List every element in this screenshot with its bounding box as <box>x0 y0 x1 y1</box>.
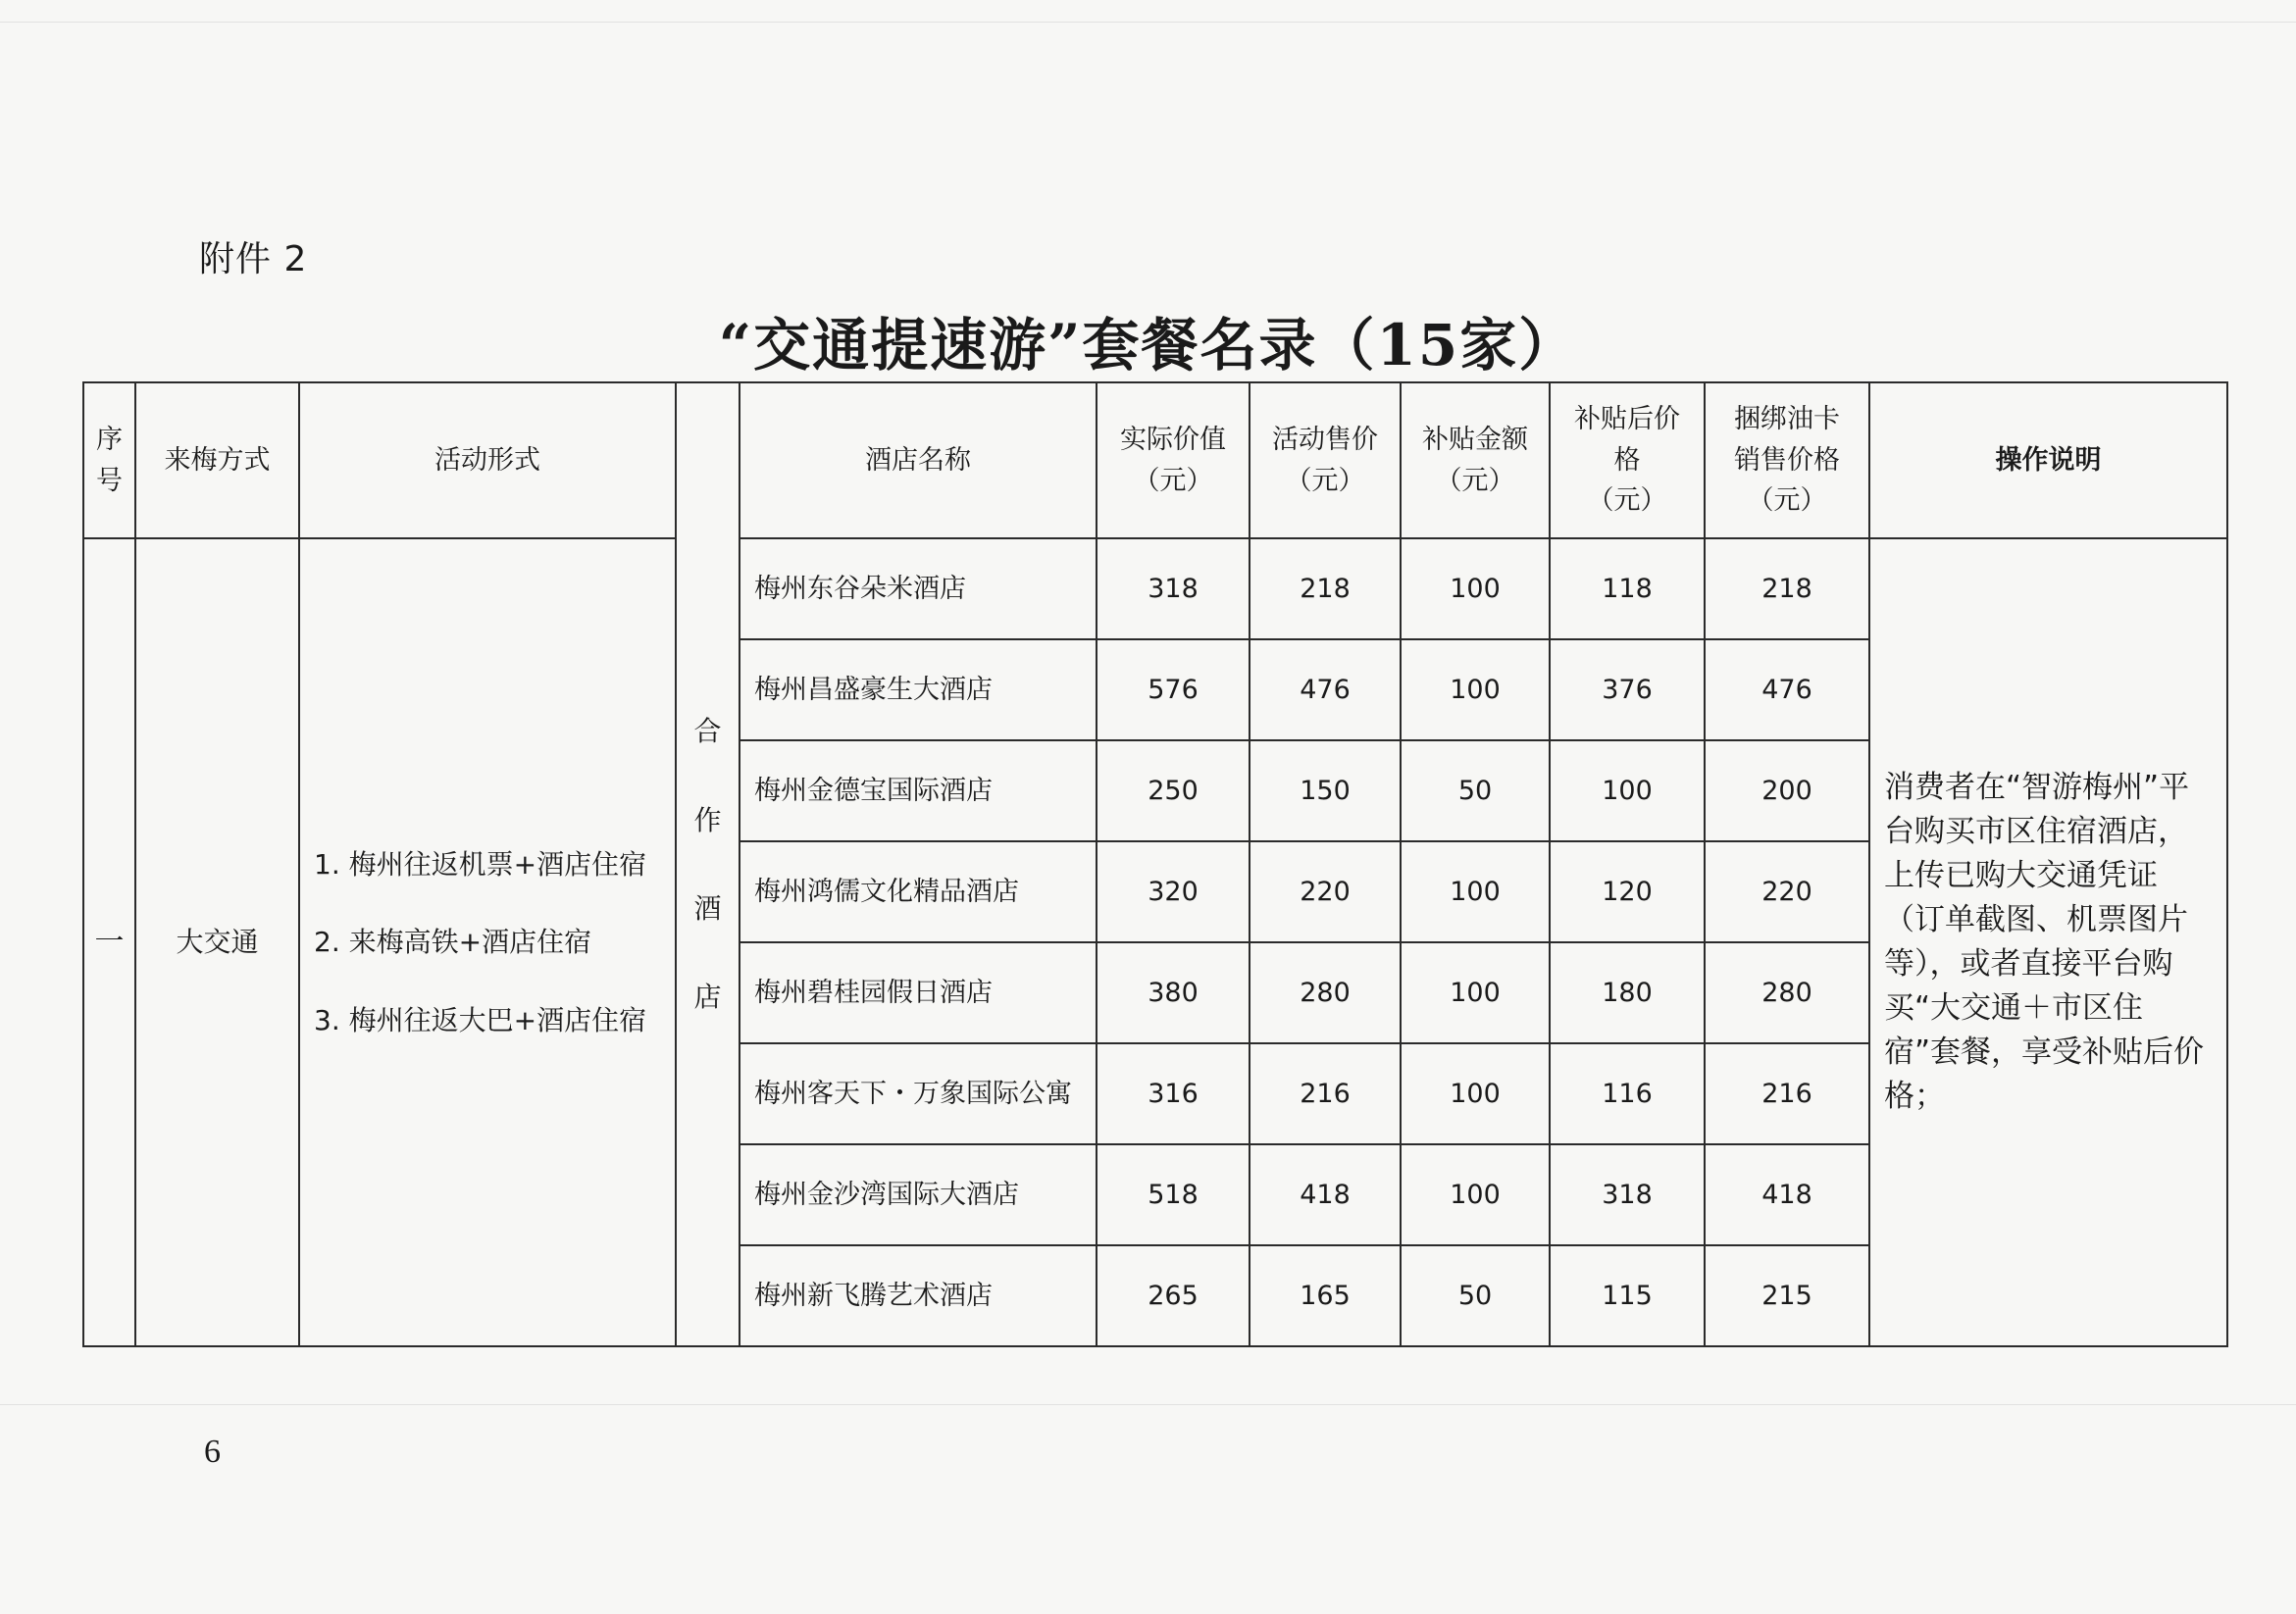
after-subsidy-price: 118 <box>1550 538 1705 639</box>
header-line: （元） <box>1435 465 1515 496</box>
sale-price: 165 <box>1250 1245 1401 1346</box>
hotel-name: 梅州昌盛豪生大酒店 <box>740 639 1097 740</box>
header-fuel-card-price <box>1705 382 1869 538</box>
hotel-name: 梅州客天下・万象国际公寓 <box>740 1043 1097 1144</box>
header-after-subsidy <box>1550 382 1705 538</box>
package-table <box>82 381 2228 1347</box>
sale-price: 418 <box>1250 1144 1401 1245</box>
header-line: （元） <box>1587 485 1667 517</box>
actual-value: 576 <box>1097 639 1250 740</box>
subsidy-amount: 100 <box>1401 639 1550 740</box>
category-char: 作 <box>693 803 722 836</box>
group-seq: 一 <box>83 538 135 1346</box>
sale-price: 280 <box>1250 942 1401 1043</box>
fuel-card-price: 200 <box>1705 740 1869 841</box>
attachment-label: 附件 2 <box>199 239 308 279</box>
after-subsidy-price: 116 <box>1550 1043 1705 1144</box>
header-form: 活动形式 <box>299 382 676 538</box>
after-subsidy-price: 120 <box>1550 841 1705 942</box>
header-line: （元） <box>1285 465 1365 496</box>
actual-value: 250 <box>1097 740 1250 841</box>
operation-description: 消费者在“智游梅州”平台购买市区住宿酒店，上传已购大交通凭证（订单截图、机票图片等），或者直接平台购买“大交通＋市区住宿”套餐，享受补贴后价格； <box>1869 538 2227 1346</box>
subsidy-amount: 100 <box>1401 538 1550 639</box>
page-number: 6 <box>204 1434 221 1470</box>
header-subsidy <box>1401 382 1550 538</box>
after-subsidy-price: 376 <box>1550 639 1705 740</box>
header-line: （元） <box>1747 485 1827 517</box>
actual-value: 320 <box>1097 841 1250 942</box>
actual-value: 318 <box>1097 538 1250 639</box>
fuel-card-price: 216 <box>1705 1043 1869 1144</box>
table-row <box>83 538 2227 639</box>
header-actual-value <box>1097 382 1250 538</box>
sale-price: 150 <box>1250 740 1401 841</box>
subsidy-amount: 100 <box>1401 841 1550 942</box>
after-subsidy-price: 100 <box>1550 740 1705 841</box>
header-line: （元） <box>1133 465 1213 496</box>
scan-line-top <box>0 22 2296 23</box>
header-line: 补贴金额 <box>1422 424 1528 455</box>
header-line: 捆绑油卡 <box>1734 403 1840 434</box>
activity-form-item: 1. 梅州往返机票+酒店住宿 <box>314 847 647 881</box>
actual-value: 316 <box>1097 1043 1250 1144</box>
subsidy-amount: 50 <box>1401 740 1550 841</box>
fuel-card-price: 418 <box>1705 1144 1869 1245</box>
sale-price: 476 <box>1250 639 1401 740</box>
fuel-card-price: 215 <box>1705 1245 1869 1346</box>
fuel-card-price: 280 <box>1705 942 1869 1043</box>
activity-form-item: 3. 梅州往返大巴+酒店住宿 <box>314 1003 647 1036</box>
actual-value: 265 <box>1097 1245 1250 1346</box>
activity-form-item: 2. 来梅高铁+酒店住宿 <box>314 926 592 959</box>
header-line: 补贴后价 <box>1574 403 1680 434</box>
subsidy-amount: 100 <box>1401 1144 1550 1245</box>
hotel-name: 梅州碧桂园假日酒店 <box>740 942 1097 1043</box>
activity-forms <box>299 538 676 1346</box>
document-title: “交通提速游”套餐名录（15家） <box>718 312 1578 378</box>
header-mode: 来梅方式 <box>135 382 299 538</box>
group-mode: 大交通 <box>135 538 299 1346</box>
subsidy-amount: 100 <box>1401 1043 1550 1144</box>
category-char: 店 <box>693 981 722 1014</box>
fuel-card-price: 220 <box>1705 841 1869 942</box>
after-subsidy-price: 180 <box>1550 942 1705 1043</box>
sale-price: 218 <box>1250 538 1401 639</box>
header-hotel-name: 酒店名称 <box>740 382 1097 538</box>
scan-line-bottom <box>0 1404 2296 1405</box>
hotel-name: 梅州东谷朵米酒店 <box>740 538 1097 639</box>
fuel-card-price: 218 <box>1705 538 1869 639</box>
hotel-name: 梅州金沙湾国际大酒店 <box>740 1144 1097 1245</box>
category-cell <box>676 382 740 1346</box>
header-row <box>83 382 2227 538</box>
header-seq-line: 序 <box>96 424 123 455</box>
header-line: 销售价格 <box>1734 444 1840 476</box>
sale-price: 220 <box>1250 841 1401 942</box>
actual-value: 518 <box>1097 1144 1250 1245</box>
after-subsidy-price: 115 <box>1550 1245 1705 1346</box>
actual-value: 380 <box>1097 942 1250 1043</box>
header-line: 实际价值 <box>1120 424 1226 455</box>
hotel-name: 梅州金德宝国际酒店 <box>740 740 1097 841</box>
header-seq-line: 号 <box>96 465 123 496</box>
header-sale-price <box>1250 382 1401 538</box>
header-operation: 操作说明 <box>1869 382 2227 538</box>
header-line: 活动售价 <box>1272 424 1378 455</box>
sale-price: 216 <box>1250 1043 1401 1144</box>
category-char: 酒 <box>693 892 722 925</box>
header-seq <box>83 382 135 538</box>
hotel-name: 梅州鸿儒文化精品酒店 <box>740 841 1097 942</box>
subsidy-amount: 50 <box>1401 1245 1550 1346</box>
subsidy-amount: 100 <box>1401 942 1550 1043</box>
fuel-card-price: 476 <box>1705 639 1869 740</box>
header-line: 格 <box>1613 444 1641 476</box>
hotel-name: 梅州新飞腾艺术酒店 <box>740 1245 1097 1346</box>
after-subsidy-price: 318 <box>1550 1144 1705 1245</box>
category-char: 合 <box>693 715 722 748</box>
